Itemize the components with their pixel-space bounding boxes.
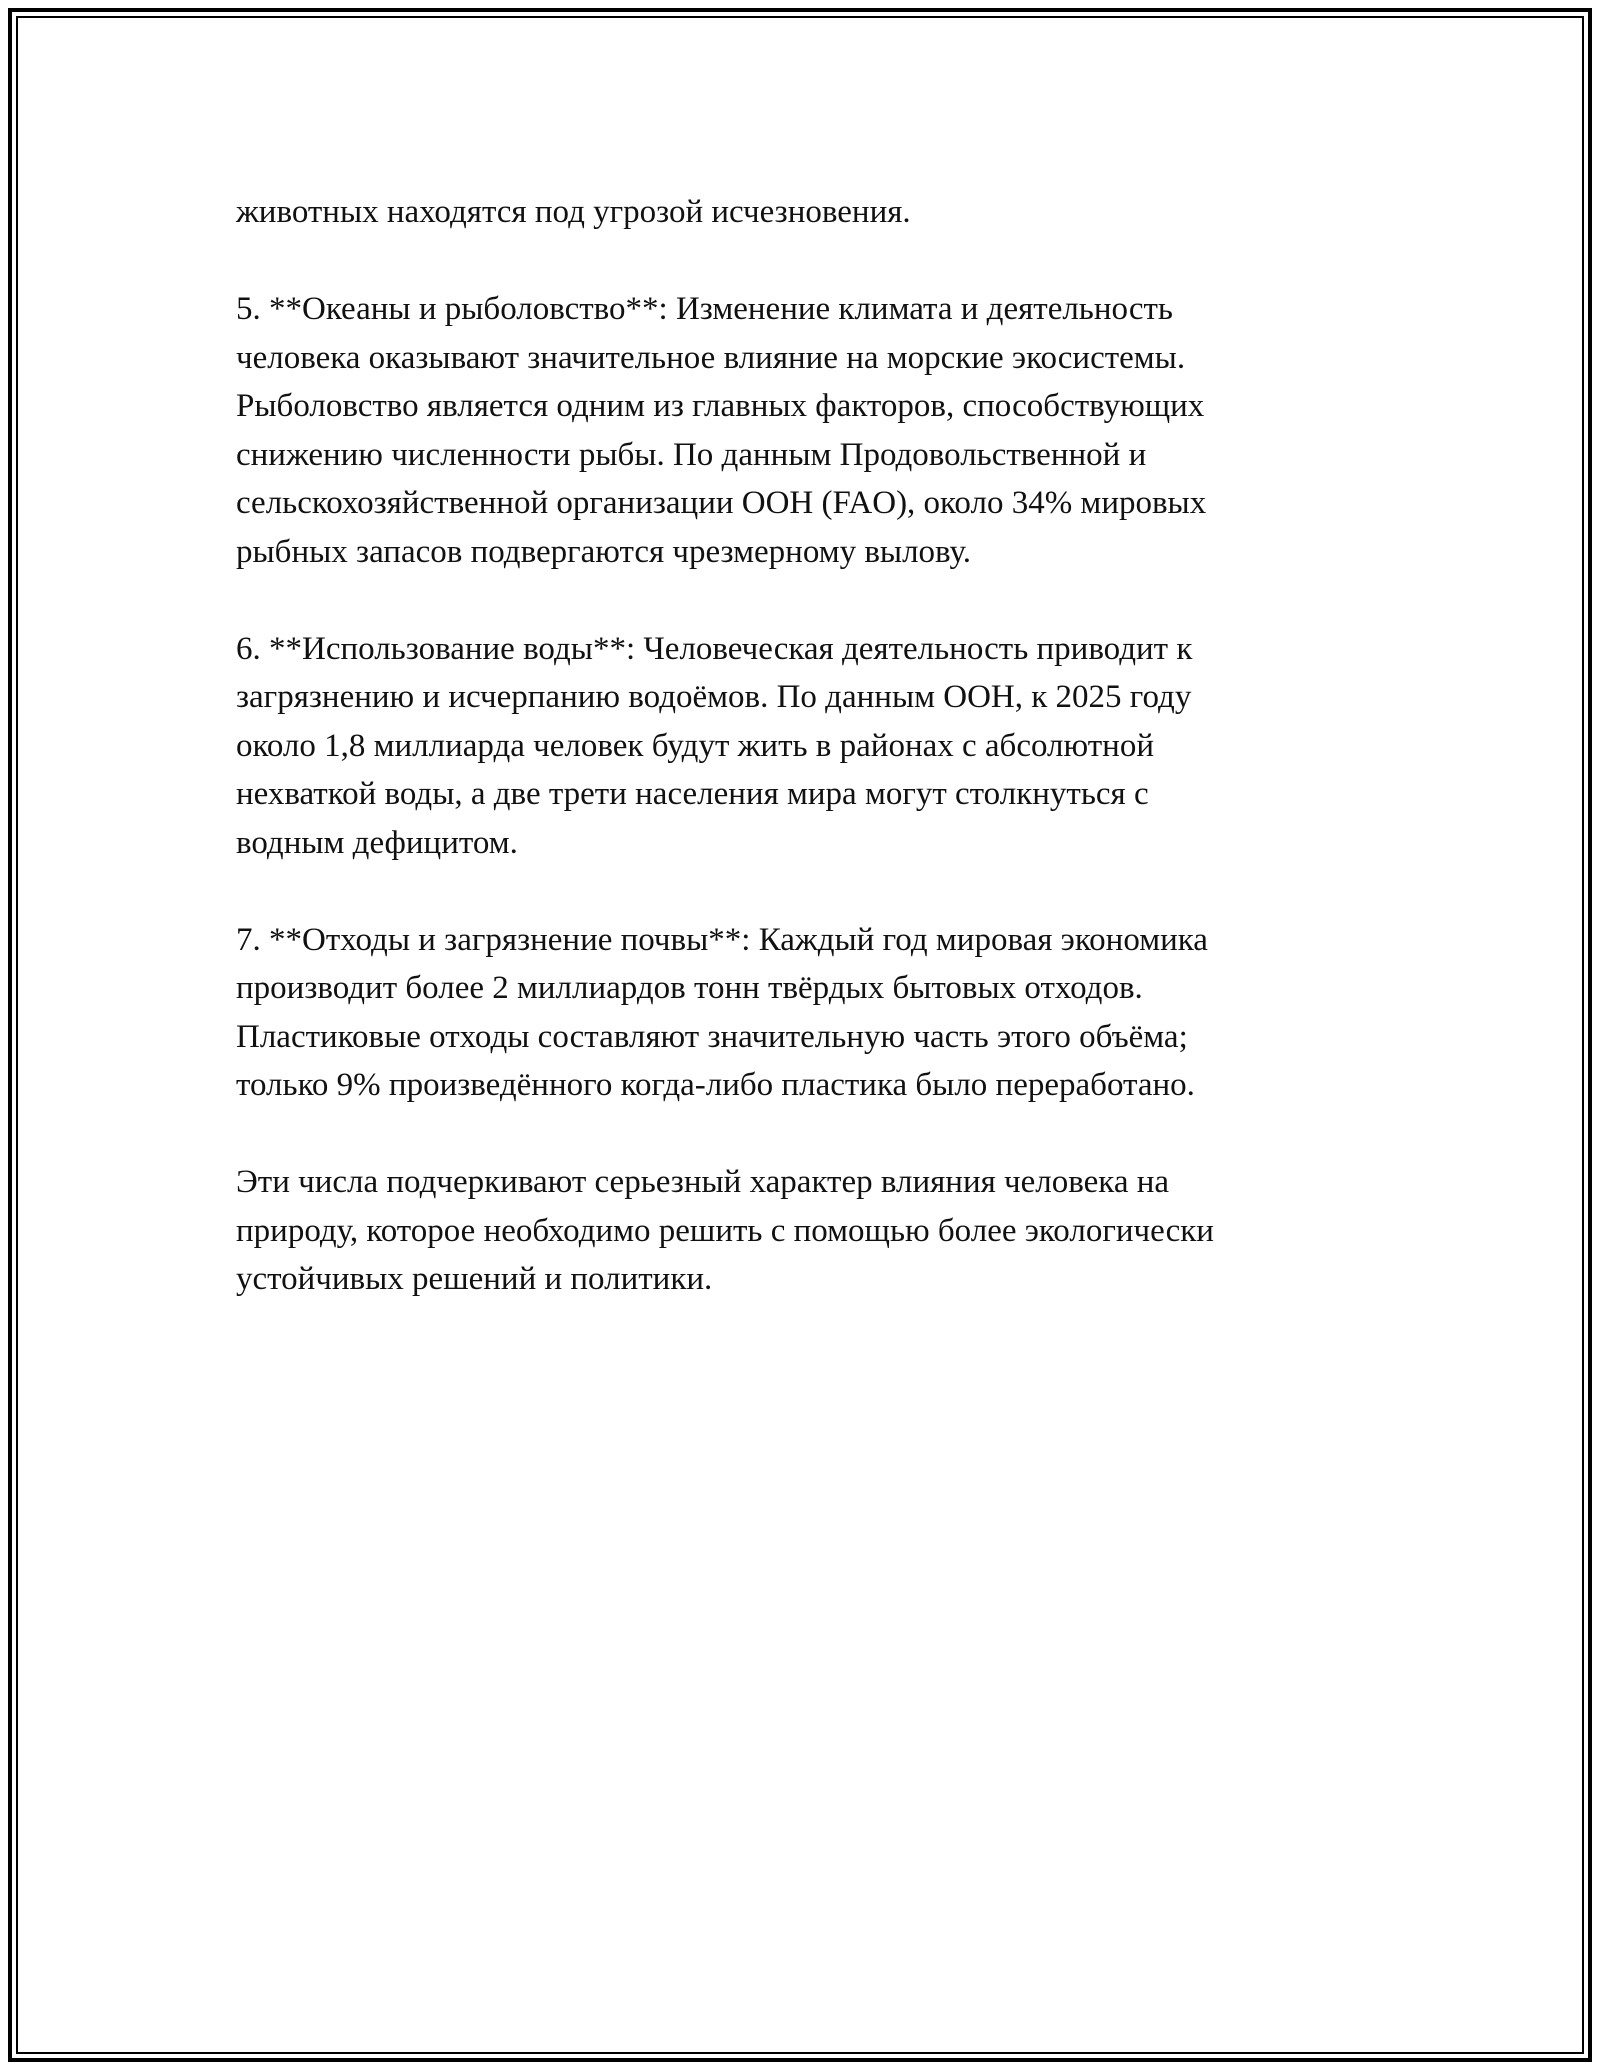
- document-body: [236, 188, 1376, 1352]
- paragraph-continuation: животных находятся под угрозой исчезновения.: [236, 194, 911, 230]
- paragraph-waste-soil: 7. **Отходы и загрязнение почвы**: Каждый год мировая экономика производит более 2 миллиардов тонн твёрдых бытовых отходов. Пластиковые отходы составляют значительную часть этого объёма; только 9% произведённого когда-либо пластика было переработано.: [236, 921, 1208, 1103]
- paragraph-conclusion: Эти числа подчеркивают серьезный характер влияния человека на природу, которое необходимо решить с помощью более экологически устойчивых решений и политики.: [236, 1164, 1214, 1297]
- paragraph-oceans-fishing: 5. **Океаны и рыболовство**: Изменение климата и деятельность человека оказывают значительное влияние на морские экосистемы. Рыболовство является одним из главных факторов, способствующих снижению численности рыбы. По данным Продовольственной и сельскохозяйственной организации ООН (FAO), около 34% мировых рыбных запасов подвергаются чрезмерному вылову.: [236, 291, 1207, 570]
- paragraph-water-use: 6. **Использование воды**: Человеческая деятельность приводит к загрязнению и исчерпанию водоёмов. По данным ООН, к 2025 году около 1,8 миллиарда человек будут жить в районах с абсолютной нехваткой воды, а две трети населения мира могут столкнуться с водным дефицитом.: [236, 630, 1193, 861]
